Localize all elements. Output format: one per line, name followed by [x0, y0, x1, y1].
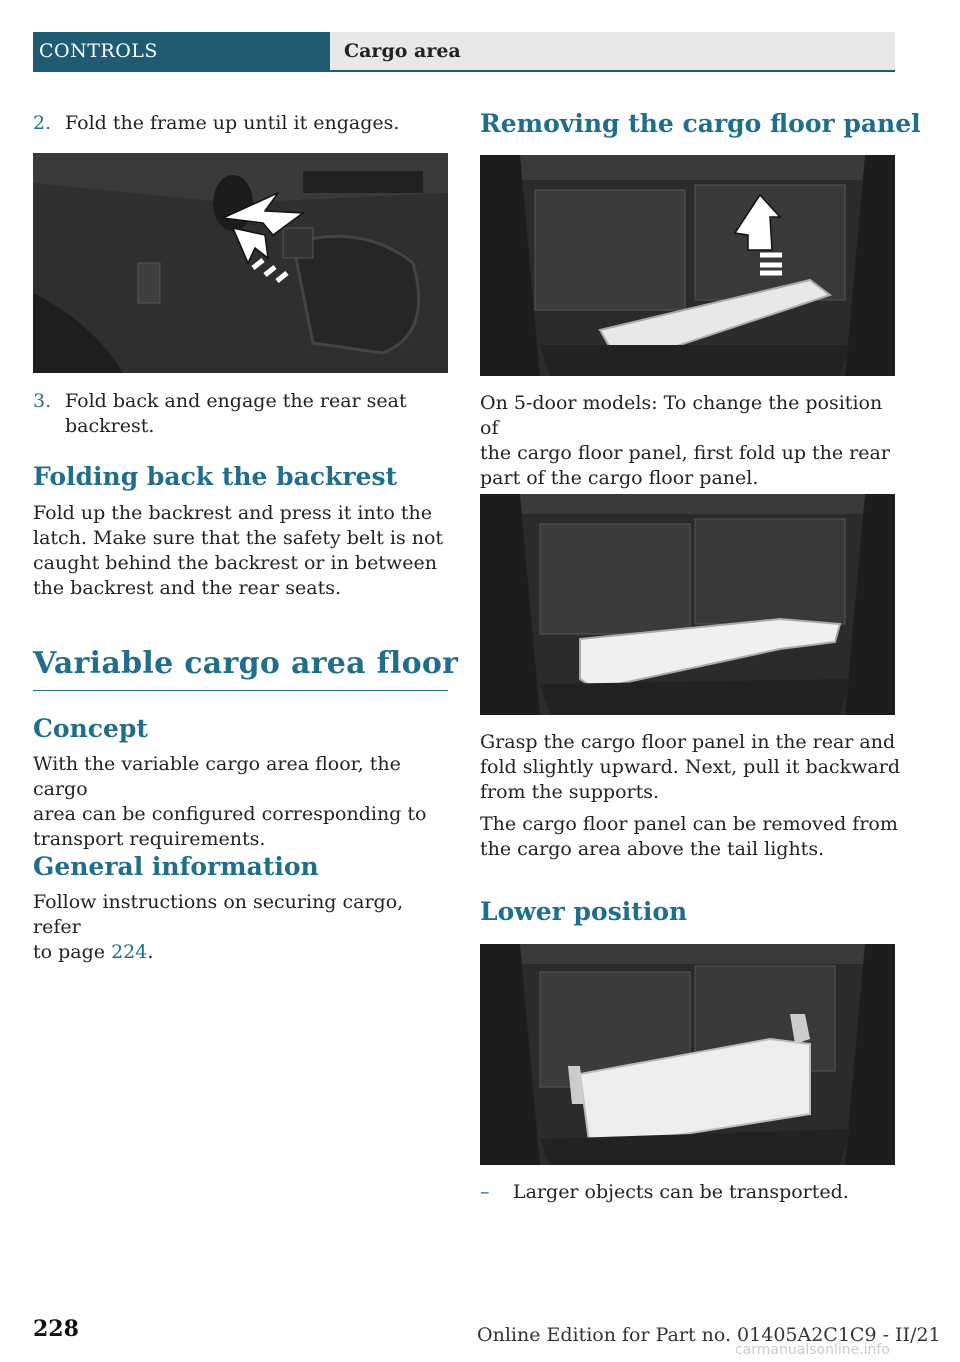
general-paragraph: [33, 890, 453, 965]
bullet-larger-objects: [480, 1180, 849, 1205]
folding-line-4: the backrest and the rear seats.: [33, 577, 341, 599]
removing-p2-line-2: fold slightly upward. Next, pull it backward: [480, 756, 900, 778]
step-3: [33, 389, 407, 437]
removing-p1-line-1: On 5-door models: To change the position of: [480, 392, 883, 439]
removing-paragraph-3: [480, 812, 905, 862]
heading-lower-position: Lower position: [480, 897, 688, 926]
page-reference-link[interactable]: 224: [111, 941, 148, 963]
folding-line-2: latch. Make sure that the safety belt is not: [33, 527, 444, 549]
photo-fold-up-panel-image: [480, 155, 895, 376]
photo-fold-up-panel: [480, 155, 895, 376]
header-rule: [33, 70, 895, 72]
step-2: [33, 111, 400, 136]
bullet-marker: –: [480, 1181, 490, 1203]
removing-p2-line-1: Grasp the cargo floor panel in the rear and: [480, 731, 896, 753]
photo-lower-position-image: [480, 944, 895, 1165]
folding-line-1: Fold up the backrest and press it into the: [33, 502, 432, 524]
removing-p3-line-2: the cargo area above the tail lights.: [480, 838, 825, 860]
topic-title: Cargo area: [330, 32, 895, 70]
heading-general-information: General information: [33, 852, 319, 881]
removing-p1-line-2: the cargo floor panel, first fold up the rear: [480, 442, 890, 464]
section-rule: [33, 690, 448, 691]
step-3-text-1: Fold back and engage the rear seat: [65, 390, 407, 412]
heading-folding-back: Folding back the backrest: [33, 462, 398, 491]
removing-p2-line-3: from the supports.: [480, 781, 660, 803]
section-tab: CONTROLS: [33, 32, 330, 70]
photo-pull-panel-image: [480, 494, 895, 715]
watermark: carmanualsonline.info: [735, 1342, 890, 1358]
concept-line-3: transport requirements.: [33, 828, 266, 850]
removing-paragraph-2: [480, 730, 905, 805]
photo-pull-panel: [480, 494, 895, 715]
removing-p1-line-3: part of the cargo floor panel.: [480, 467, 759, 489]
removing-paragraph-1: [480, 391, 905, 491]
general-line-2-prefix: to page: [33, 941, 112, 963]
removing-p3-line-1: The cargo floor panel can be removed from: [480, 813, 898, 835]
concept-line-1: With the variable cargo area floor, the cargo: [33, 753, 401, 800]
concept-paragraph: [33, 752, 453, 852]
general-line-2: [33, 940, 453, 965]
edition-footer: Online Edition for Part no. 01405A2C1C9 - II/21: [477, 1324, 941, 1346]
heading-removing-floor-panel: Removing the cargo floor panel: [480, 109, 921, 138]
general-line-1: Follow instructions on securing cargo, refer: [33, 891, 404, 938]
general-line-2-suffix: .: [147, 941, 154, 963]
photo-lower-position: [480, 944, 895, 1165]
bullet-text: Larger objects can be transported.: [513, 1181, 849, 1203]
step-2-number: 2.: [33, 112, 52, 134]
step-3-number: 3.: [33, 390, 52, 412]
folding-paragraph: [33, 501, 453, 601]
step-3-text-2: backrest.: [65, 415, 155, 437]
page-number: 228: [33, 1316, 79, 1342]
heading-variable-cargo-floor: Variable cargo area floor: [33, 646, 459, 681]
heading-concept: Concept: [33, 714, 148, 743]
photo-frame-fold: [33, 153, 448, 373]
step-2-text: Fold the frame up until it engages.: [65, 112, 400, 134]
concept-line-2: area can be configured corresponding to: [33, 803, 427, 825]
folding-line-3: caught behind the backrest or in between: [33, 552, 437, 574]
photo-frame-fold-image: [33, 153, 448, 373]
